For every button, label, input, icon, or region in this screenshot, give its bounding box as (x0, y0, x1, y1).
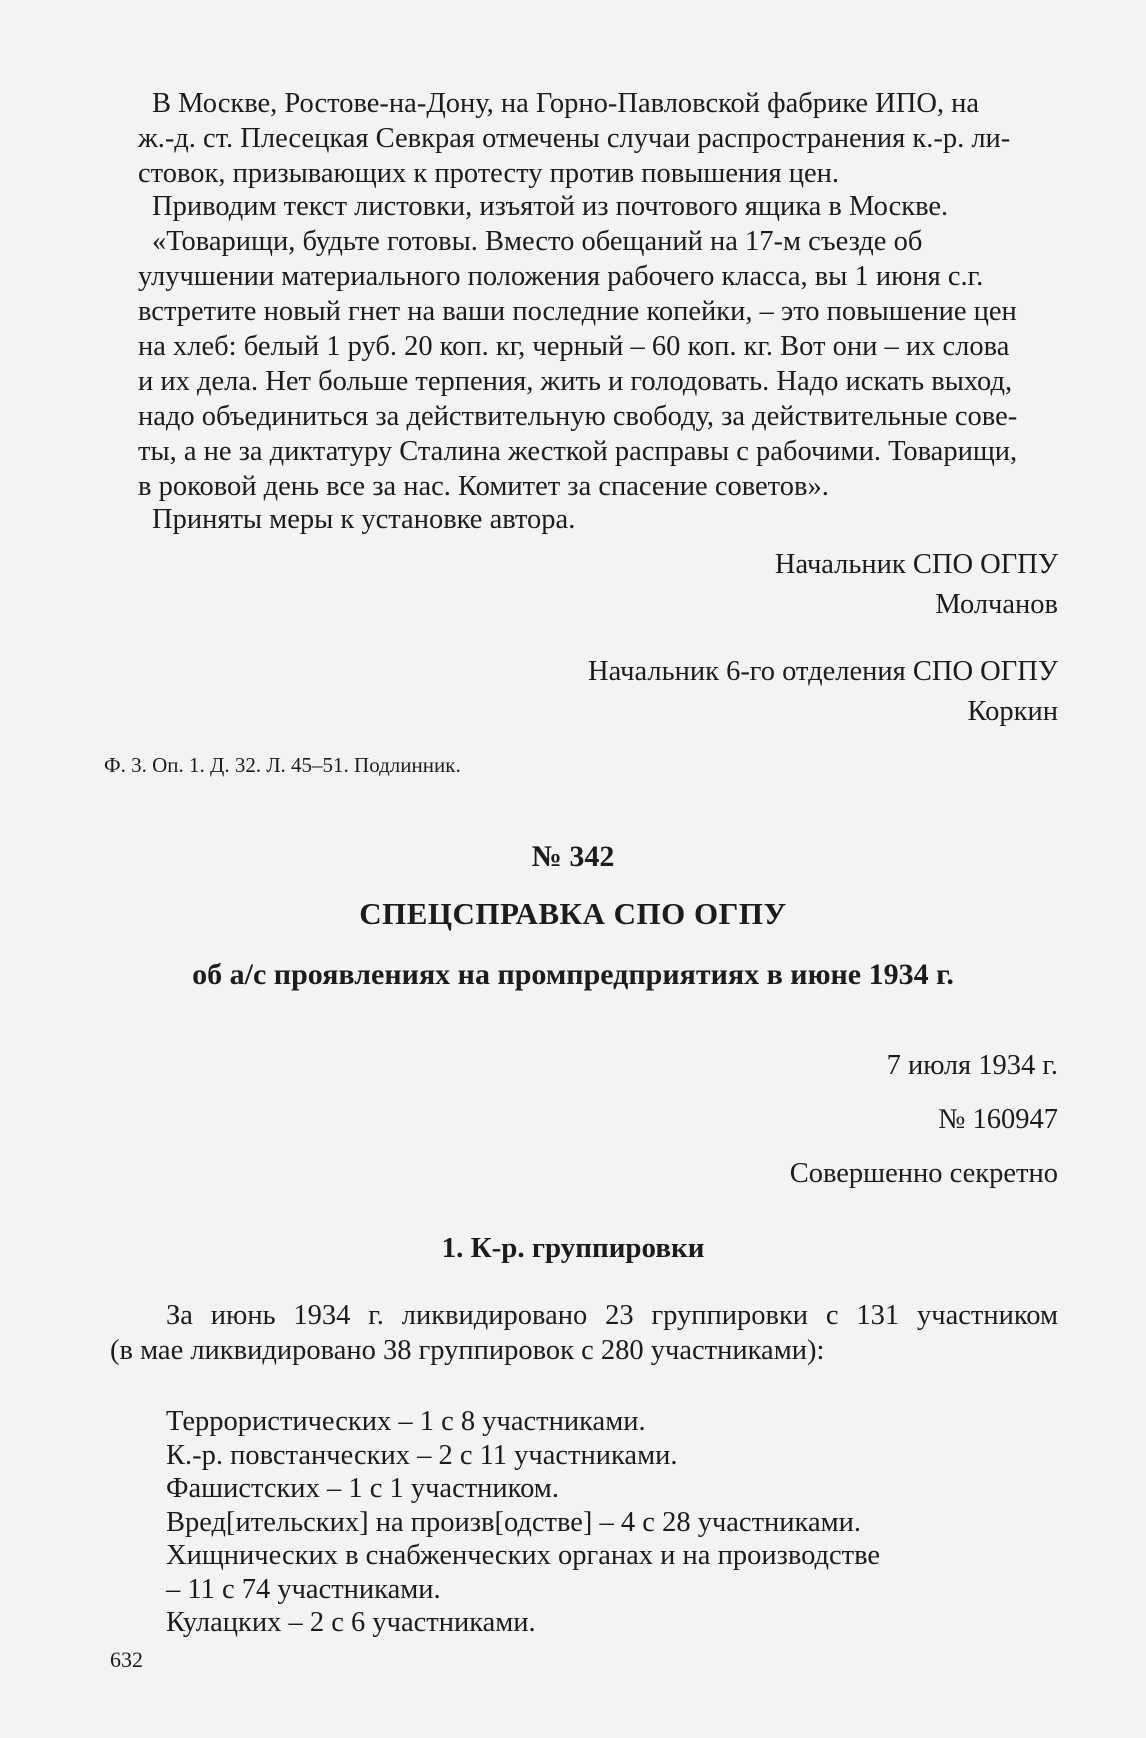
paragraph-3-quote (138, 224, 1058, 504)
document-title: СПЕЦСПРАВКА СПО ОГПУ (359, 896, 787, 931)
document-date: 7 июля 1934 г. (886, 1050, 1058, 1081)
sig2-title: Начальник 6-го отделения СПО ОГПУ (588, 656, 1058, 687)
list-item: К.-р. повстанческих – 2 с 11 участниками. (166, 1439, 678, 1471)
section-intro (110, 1298, 1058, 1368)
group-list (166, 1405, 1006, 1640)
p1-line-2: ж.-д. ст. Плесецкая Севкрая отмечены случаи распространения к.-р. ли- (138, 123, 1011, 154)
sig2-name: Коркин (967, 696, 1058, 727)
p3-line-6: надо объединиться за действительную свободу, за действительные сове- (138, 401, 1018, 432)
intro-line-1: За июнь 1934 г. ликвидировано 23 группировки с 131 участником (166, 1300, 1058, 1331)
intro-line-2: (в мае ликвидировано 38 группировок с 280 участниками): (110, 1335, 825, 1366)
paragraph-4 (152, 502, 1058, 537)
list-item: Кулацких – 2 с 6 участниками. (166, 1607, 536, 1638)
p3-line-7: ты, а не за диктатуру Сталина жесткой расправы с рабочими. Товарищи, (138, 436, 1018, 467)
sig1-title: Начальник СПО ОГПУ (774, 549, 1058, 580)
p3-line-8: в роковой день все за нас. Комитет за спасение советов». (138, 471, 829, 502)
p1-line-1: В Москве, Ростове-на-Дону, на Горно-Павловской фабрике ИПО, на (152, 88, 980, 119)
sig1-name: Молчанов (935, 589, 1058, 620)
section-heading: 1. К-р. группировки (441, 1232, 705, 1264)
registration-number: № 160947 (938, 1104, 1058, 1135)
p2-line: Приводим текст листовки, изъятой из почтового ящика в Москве. (152, 191, 949, 222)
archival-source: Ф. 3. Оп. 1. Д. 32. Л. 45–51. Подлинник. (104, 753, 461, 777)
p1-line-3: стовок, призывающих к протесту против повышения цен. (138, 158, 839, 189)
p3-line-5: и их дела. Нет больше терпения, жить и голодовать. Надо искать выход, (138, 366, 1013, 397)
p3-line-2: улучшении материального положения рабочего класса, вы 1 июня с.г. (138, 261, 984, 292)
document-meta (790, 1039, 1058, 1201)
p3-line-1: «Товарищи, будьте готовы. Вместо обещаний на 17-м съезде об (152, 226, 923, 257)
p3-line-3: встретите новый гнет на ваши последние копейки, – это повышение цен (138, 296, 1017, 327)
list-item: Хищнических в снабженческих органах и на производстве (166, 1540, 881, 1571)
list-item: Террористических – 1 с 8 участниками. (166, 1406, 646, 1437)
list-item: Фашистских – 1 с 1 участником. (166, 1473, 559, 1504)
paragraph-1 (138, 86, 1058, 191)
signature-block-2 (588, 652, 1058, 732)
list-item: Вред[ительских] на произв[одстве] – 4 с 28 участниками. (166, 1506, 862, 1538)
document-number: № 342 (531, 840, 615, 873)
page-number: 632 (110, 1647, 143, 1672)
signature-block-1 (775, 545, 1058, 625)
p3-line-4: на хлеб: белый 1 руб. 20 коп. кг, черный – 60 коп. кг. Вот они – их слова (138, 331, 1010, 362)
paragraph-2 (152, 189, 1058, 224)
p4-line: Приняты меры к установке автора. (152, 504, 576, 535)
secrecy-mark: Совершенно секретно (789, 1158, 1058, 1189)
document-subtitle: об а/с проявлениях на промпредприятиях в июне 1934 г. (192, 958, 954, 991)
list-item: – 11 с 74 участниками. (166, 1573, 441, 1605)
